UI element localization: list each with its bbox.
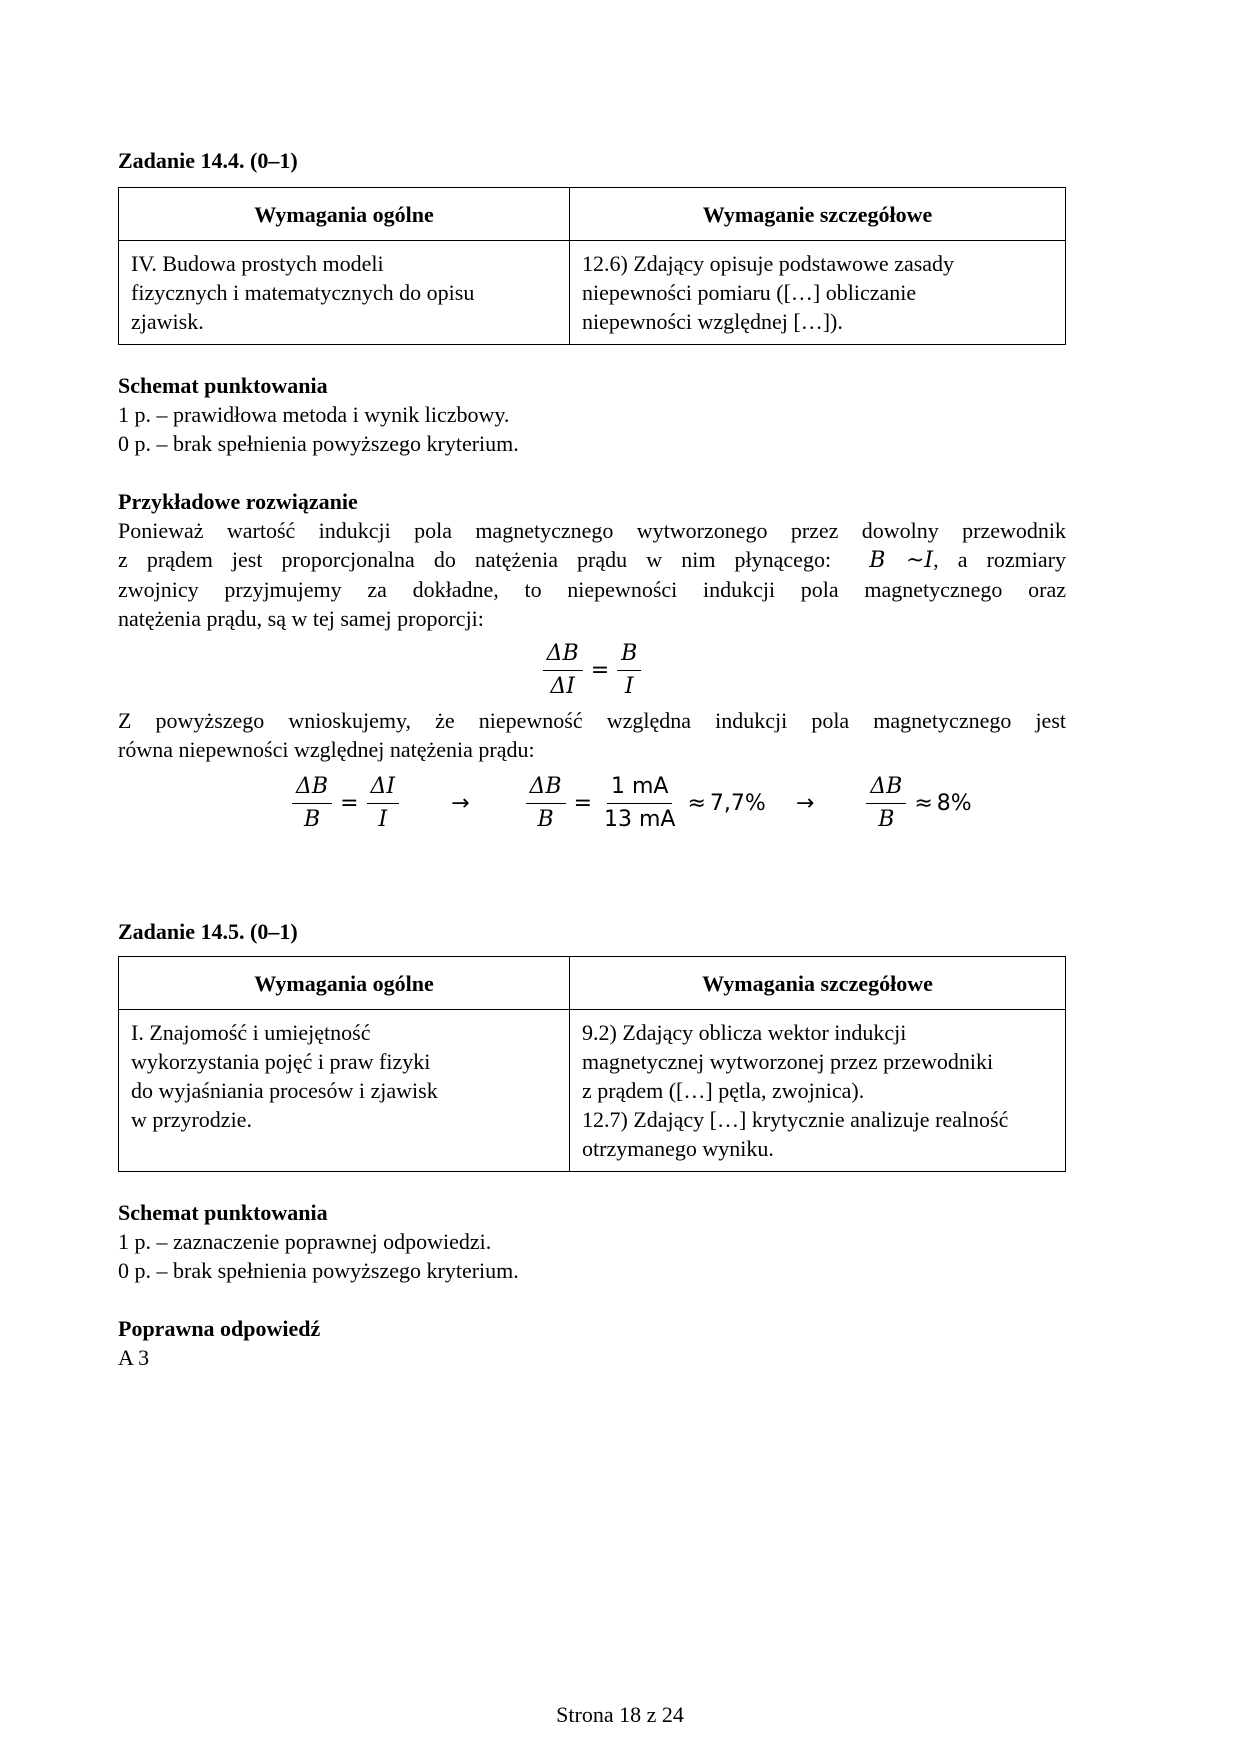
- page-number: Strona 18 z 24: [556, 1702, 684, 1727]
- cell-line: I. Znajomość i umiejętność: [131, 1020, 371, 1045]
- cell-line: niepewności względnej […]).: [582, 309, 843, 334]
- solution-line: natężenia prądu, są w tej samej proporcji:: [118, 606, 484, 631]
- fraction: [543, 641, 583, 700]
- cell-line: niepewności pomiaru ([…] obliczanie: [582, 280, 917, 305]
- scoring-heading: Schemat punktowania: [118, 1200, 328, 1225]
- scoring-item: 0 p. – brak spełnienia powyższego kryterium.: [118, 1258, 519, 1283]
- equals-sign: =: [340, 791, 359, 816]
- cell-line: otrzymanego wyniku.: [582, 1136, 774, 1161]
- arrow-icon: →: [451, 791, 470, 816]
- scoring-section-14-5: [118, 1198, 1066, 1285]
- scoring-section-14-4: [118, 371, 1066, 458]
- answer-heading: Poprawna odpowiedź: [118, 1316, 321, 1341]
- result-value: 8%: [936, 791, 972, 816]
- cell-line: magnetycznej wytworzonej przez przewodniki: [582, 1049, 994, 1074]
- solution-line-with-math: [118, 545, 1066, 575]
- denominator: B: [878, 807, 895, 832]
- denominator: B: [303, 807, 321, 832]
- solution-line: równa niepewności względnej natężenia prądu:: [118, 737, 535, 762]
- solution-section: [118, 487, 1066, 833]
- header-specific-requirements: Wymagania szczegółowe: [570, 957, 1066, 1010]
- specific-requirement-cell: [570, 241, 1066, 345]
- scoring-item: 1 p. – prawidłowa metoda i wynik liczbowy.: [118, 402, 510, 427]
- numerator: ΔB: [526, 774, 566, 804]
- header-general-requirements: Wymagania ogólne: [119, 188, 570, 241]
- cell-line: do wyjaśniania procesów i zjawisk: [131, 1078, 438, 1103]
- numerator: ΔB: [866, 774, 906, 804]
- equation-proportion: [118, 641, 1066, 700]
- header-specific-requirement: Wymaganie szczegółowe: [570, 188, 1066, 241]
- cell-line: wykorzystania pojęć i praw fizyki: [131, 1049, 431, 1074]
- denominator: I: [624, 674, 634, 699]
- solution-line: Ponieważ wartość indukcji pola magnetycznego wytworzonego przez dowolny przewodnik: [118, 518, 1066, 543]
- cell-line: 9.2) Zdający oblicza wektor indukcji: [582, 1020, 907, 1045]
- header-general-requirements: Wymagania ogólne: [119, 957, 570, 1010]
- fraction: [617, 641, 641, 700]
- cell-line: IV. Budowa prostych modeli: [131, 251, 384, 276]
- cell-line: fizycznych i matematycznych do opisu: [131, 280, 475, 305]
- denominator: B: [537, 807, 554, 832]
- equals-sign: =: [573, 791, 593, 816]
- numerator: B: [617, 641, 641, 671]
- equation-relative-uncertainty: [288, 774, 1066, 833]
- fraction: [367, 774, 400, 833]
- task-14-5-title: Zadanie 14.5. (0–1): [118, 919, 298, 944]
- fraction: [866, 774, 906, 833]
- fraction: [292, 774, 332, 833]
- denominator: 13 mA: [604, 807, 676, 832]
- arrow-icon: →: [795, 791, 815, 816]
- approx-sign: ≈: [687, 791, 706, 816]
- numerator: ΔB: [292, 774, 332, 804]
- general-requirement-cell: [119, 1010, 570, 1172]
- fraction: [600, 774, 679, 833]
- solution-text: , a rozmiary: [933, 547, 1066, 572]
- page-content: [118, 146, 1066, 1372]
- solution-text: z prądem jest proporcjonalna do natężenia prądu w nim płynącego:: [118, 547, 832, 572]
- result-value: 7,7%: [709, 791, 766, 816]
- scoring-item: 0 p. – brak spełnienia powyższego kryterium.: [118, 431, 519, 456]
- fraction: [526, 774, 566, 833]
- task-14-4-title: Zadanie 14.4. (0–1): [118, 148, 298, 173]
- specific-requirement-cell: [570, 1010, 1066, 1172]
- cell-line: zjawisk.: [131, 309, 204, 334]
- solution-line: Z powyższego wnioskujemy, że niepewność względna indukcji pola magnetycznego jest: [118, 708, 1066, 733]
- approx-sign: ≈: [914, 791, 933, 816]
- cell-line: z prądem ([…] pętla, zwojnica).: [582, 1078, 865, 1103]
- answer-value: A 3: [118, 1345, 150, 1370]
- solution-heading: Przykładowe rozwiązanie: [118, 489, 358, 514]
- denominator: ΔI: [550, 674, 575, 699]
- solution-line: zwojnicy przyjmujemy za dokładne, to niepewności indukcji pola magnetycznego oraz: [118, 577, 1066, 602]
- scoring-heading: Schemat punktowania: [118, 373, 328, 398]
- scoring-item: 1 p. – zaznaczenie poprawnej odpowiedzi.: [118, 1229, 492, 1254]
- requirements-table-14-5: [118, 956, 1066, 1172]
- numerator: ΔI: [367, 774, 400, 804]
- cell-line: 12.6) Zdający opisuje podstawowe zasady: [582, 251, 955, 276]
- equals-sign: =: [590, 658, 610, 683]
- denominator: I: [378, 807, 388, 832]
- numerator: ΔB: [543, 641, 583, 671]
- inline-math-proportion: B ~I: [869, 548, 934, 573]
- cell-line: w przyrodzie.: [131, 1107, 252, 1132]
- numerator: 1 mA: [607, 774, 672, 804]
- cell-line: 12.7) Zdający […] krytycznie analizuje realność: [582, 1107, 1009, 1132]
- answer-section: [118, 1314, 1066, 1372]
- general-requirement-cell: [119, 241, 570, 345]
- requirements-table-14-4: [118, 187, 1066, 345]
